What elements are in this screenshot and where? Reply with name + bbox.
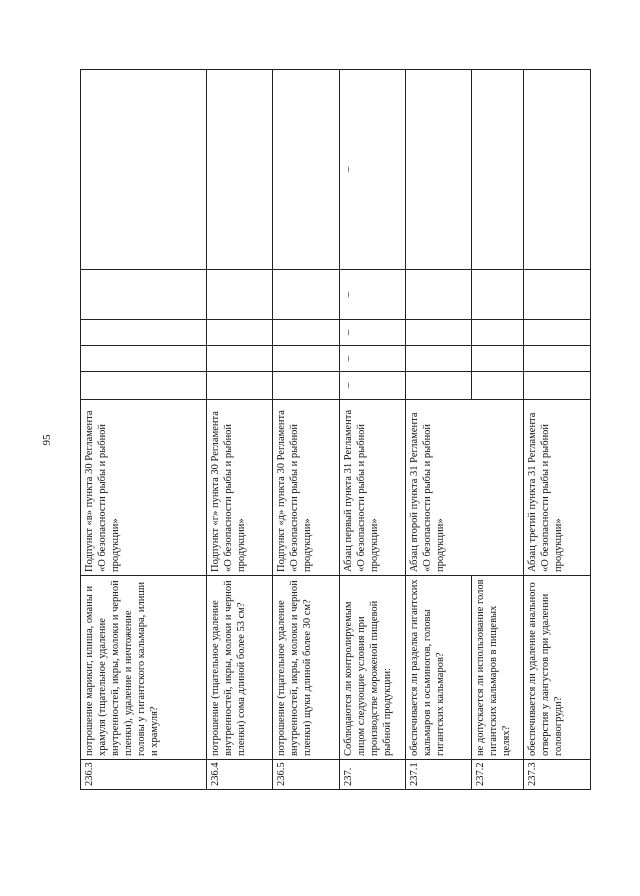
mark-cell <box>406 372 472 400</box>
reference-cell: Подпункт «д» пункта 30 Регламента «О безопасности рыбы и рыбной продукции» <box>273 400 340 576</box>
requirement-cell: не допускается ли использование голов гигантских кальмаров в пищевых целях? <box>472 576 524 760</box>
mark-cell <box>524 320 591 346</box>
mark-cell <box>207 70 273 270</box>
mark-cell <box>406 270 472 320</box>
mark-cell: – <box>340 70 406 270</box>
reference-cell: Подпункт «в» пункта 30 Регламента «О безопасности рыбы и рыбной продукции» <box>81 400 207 576</box>
row-number: 236.5 <box>273 760 340 790</box>
requirement-cell: потрошение (тщательное удаление внутренностей, икры, молоки и черной пленки) сома длиной более 53 см? <box>207 576 273 760</box>
mark-cell <box>273 70 340 270</box>
mark-cell <box>524 346 591 372</box>
requirement-cell: обеспечивается ли удаление анального отверстия у лангустов при удалении головогруди? <box>524 576 591 760</box>
table-row <box>406 70 472 790</box>
reference-cell: Абзац второй пункта 31 Регламента «О безопасности рыбы и рыбной продукции» <box>406 400 524 576</box>
mark-cell <box>81 372 207 400</box>
mark-cell <box>273 320 340 346</box>
mark-cell <box>81 270 207 320</box>
checklist-table <box>80 69 591 790</box>
table-row <box>81 70 207 790</box>
mark-cell <box>81 70 207 270</box>
requirement-cell: потрошение (тщательное удаление внутренностей, икры, молоки и черной пленки) щуки длиной более 30 см? <box>273 576 340 760</box>
row-number: 237.2 <box>472 760 524 790</box>
mark-cell <box>273 346 340 372</box>
row-number: 237.3 <box>524 760 591 790</box>
mark-cell <box>472 320 524 346</box>
mark-cell <box>472 346 524 372</box>
mark-cell <box>207 372 273 400</box>
table-row <box>207 70 273 790</box>
row-number: 236.4 <box>207 760 273 790</box>
mark-cell <box>273 270 340 320</box>
row-number: 236.3 <box>81 760 207 790</box>
reference-cell: Абзац первый пункта 31 Регламента «О безопасности рыбы и рыбной продукции» <box>340 400 406 576</box>
mark-cell <box>472 70 524 270</box>
mark-cell: – <box>340 372 406 400</box>
mark-cell <box>207 346 273 372</box>
row-number: 237. <box>340 760 406 790</box>
mark-cell: – <box>340 346 406 372</box>
mark-cell <box>406 346 472 372</box>
mark-cell <box>406 70 472 270</box>
table-row <box>524 70 591 790</box>
mark-cell <box>81 320 207 346</box>
mark-cell <box>524 70 591 270</box>
reference-cell: Подпункт «г» пункта 30 Регламента «О безопасности рыбы и рыбной продукции» <box>207 400 273 576</box>
table-row <box>340 70 406 790</box>
mark-cell <box>524 270 591 320</box>
row-number: 237.1 <box>406 760 472 790</box>
mark-cell <box>472 270 524 320</box>
page-number: 95 <box>41 434 53 446</box>
requirement-cell: Соблюдаются ли контролируемым лицом следующие условия при производстве мороженой пищевой рыбной продукции: <box>340 576 406 760</box>
mark-cell <box>406 320 472 346</box>
mark-cell: – <box>340 270 406 320</box>
mark-cell <box>207 270 273 320</box>
requirement-cell: обеспечивается ли разделка гигантских кальмаров и осьминогов, головы гигантских кальмаров? <box>406 576 472 760</box>
mark-cell <box>472 372 524 400</box>
mark-cell <box>207 320 273 346</box>
table-row <box>273 70 340 790</box>
requirement-cell: потрошение марикиг, илиша, оманы и храмуля (тщательное удаление внутренностей, икры, молоки и черной пленки), удаление и ничтожение головы у гигантского кальмара, илиши и храмуля? <box>81 576 207 760</box>
mark-cell <box>81 346 207 372</box>
mark-cell <box>273 372 340 400</box>
mark-cell: – <box>340 320 406 346</box>
mark-cell <box>524 372 591 400</box>
reference-cell: Абзац третий пункта 31 Регламента «О безопасности рыбы и рыбной продукции» <box>524 400 591 576</box>
rotated-page <box>80 0 580 790</box>
